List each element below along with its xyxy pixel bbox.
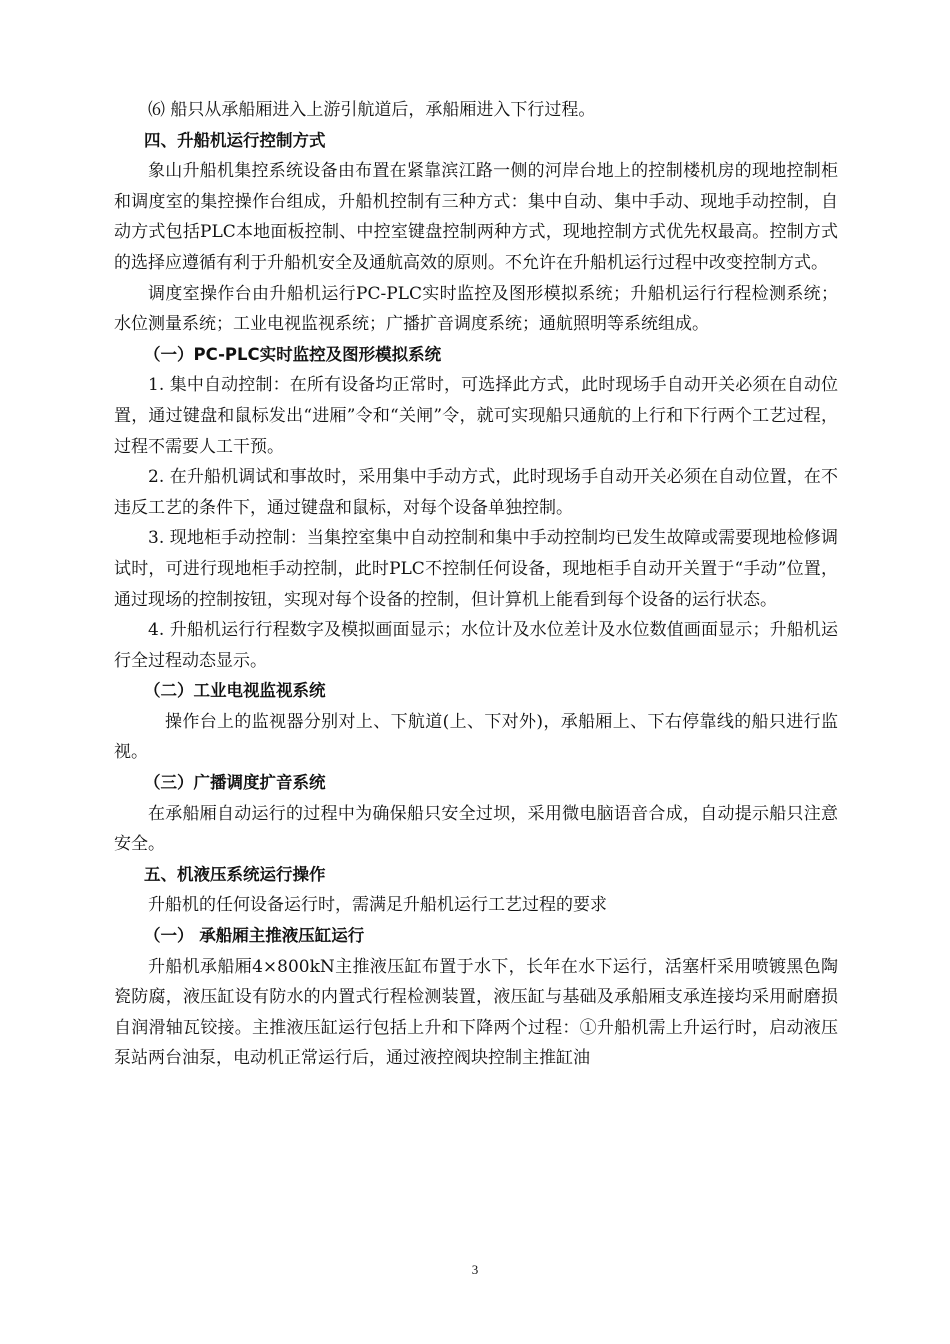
section-heading-4: 四、升船机运行控制方式	[144, 130, 326, 150]
paragraph-6: 3. 现地柜手动控制：当集控室集中自动控制和集中手动控制均已发生故障或需要现地检修调试时，可进行现地柜手动控制，此时PLC不控制任何设备，现地柜手自动开关置于“手动”位置，通过现场的控制按钮，实现对每个设备的控制，但计算机上能看到每个设备的运行状态。	[114, 528, 838, 610]
paragraph-11: 升船机承船厢4×800kN主推液压缸布置于水下，长年在水下运行，活塞杆采用喷镀黑色陶瓷防腐，液压缸设有防水的内置式行程检测装置，液压缸与基础及承船厢支承连接均采用耐磨损自润滑轴瓦铰接。主推液压缸运行包括上升和下降两个过程：①升船机需上升运行时，启动液压泵站两台油泵，电动机正常运行后，通过液控阀块控制主推缸油	[114, 956, 838, 1069]
subsection-heading-1: （一）PC-PLC实时监控及图形模拟系统	[144, 344, 442, 364]
paragraph-9: 在承船厢自动运行的过程中为确保船只安全过坝，采用微电脑语音合成，自动提示船只注意安全。	[114, 803, 838, 855]
page-number: 3	[471, 1262, 479, 1277]
paragraph-7: 4. 升船机运行行程数字及模拟画面显示；水位计及水位差计及水位数值画面显示；升船机运行全过程动态显示。	[114, 620, 838, 671]
paragraph-10: 升船机的任何设备运行时，需满足升船机运行工艺过程的要求	[148, 895, 607, 916]
subsection-heading-3: （三）广播调度扩音系统	[144, 773, 326, 793]
subsection-heading-5-1: （一） 承船厢主推液压缸运行	[144, 926, 365, 946]
section-heading-5: 五、机液压系统运行操作	[144, 864, 326, 884]
paragraph-8: 操作台上的监视器分别对上、下航道(上、下对外)，承船厢上、下右停靠线的船只进行监视。	[114, 711, 838, 763]
paragraph-5: 2. 在升船机调试和事故时，采用集中手动方式，此时现场手自动开关必须在自动位置，在不违反工艺的条件下，通过键盘和鼠标，对每个设备单独控制。	[114, 467, 838, 518]
paragraph-2: 象山升船机集控系统设备由布置在紧靠滨江路一侧的河岸台地上的控制楼机房的现地控制柜和调度室的集控操作台组成，升船机控制有三种方式：集中自动、集中手动、现地手动控制，自动方式包括PLC本地面板控制、中控室键盘控制两种方式，现地控制方式优先权最高。控制方式的选择应遵循有利于升船机安全及通航高效的原则。不允许在升船机运行过程中改变控制方式。	[114, 161, 838, 273]
document-body	[114, 95, 838, 1074]
paragraph-1: ⑹ 船只从承船厢进入上游引航道后，承船厢进入下行过程。	[148, 100, 596, 120]
paragraph-4: 1. 集中自动控制：在所有设备均正常时，可选择此方式，此时现场手自动开关必须在自动位置，通过键盘和鼠标发出“进厢”令和“关闸”令，就可实现船只通航的上行和下行两个工艺过程，过程不需要人工干预。	[114, 375, 838, 457]
subsection-heading-2: （二）工业电视监视系统	[144, 681, 326, 701]
paragraph-3: 调度室操作台由升船机运行PC-PLC实时监控及图形模拟系统；升船机运行行程检测系统；水位测量系统；工业电视监视系统；广播扩音调度系统；通航照明等系统组成。	[114, 283, 838, 335]
